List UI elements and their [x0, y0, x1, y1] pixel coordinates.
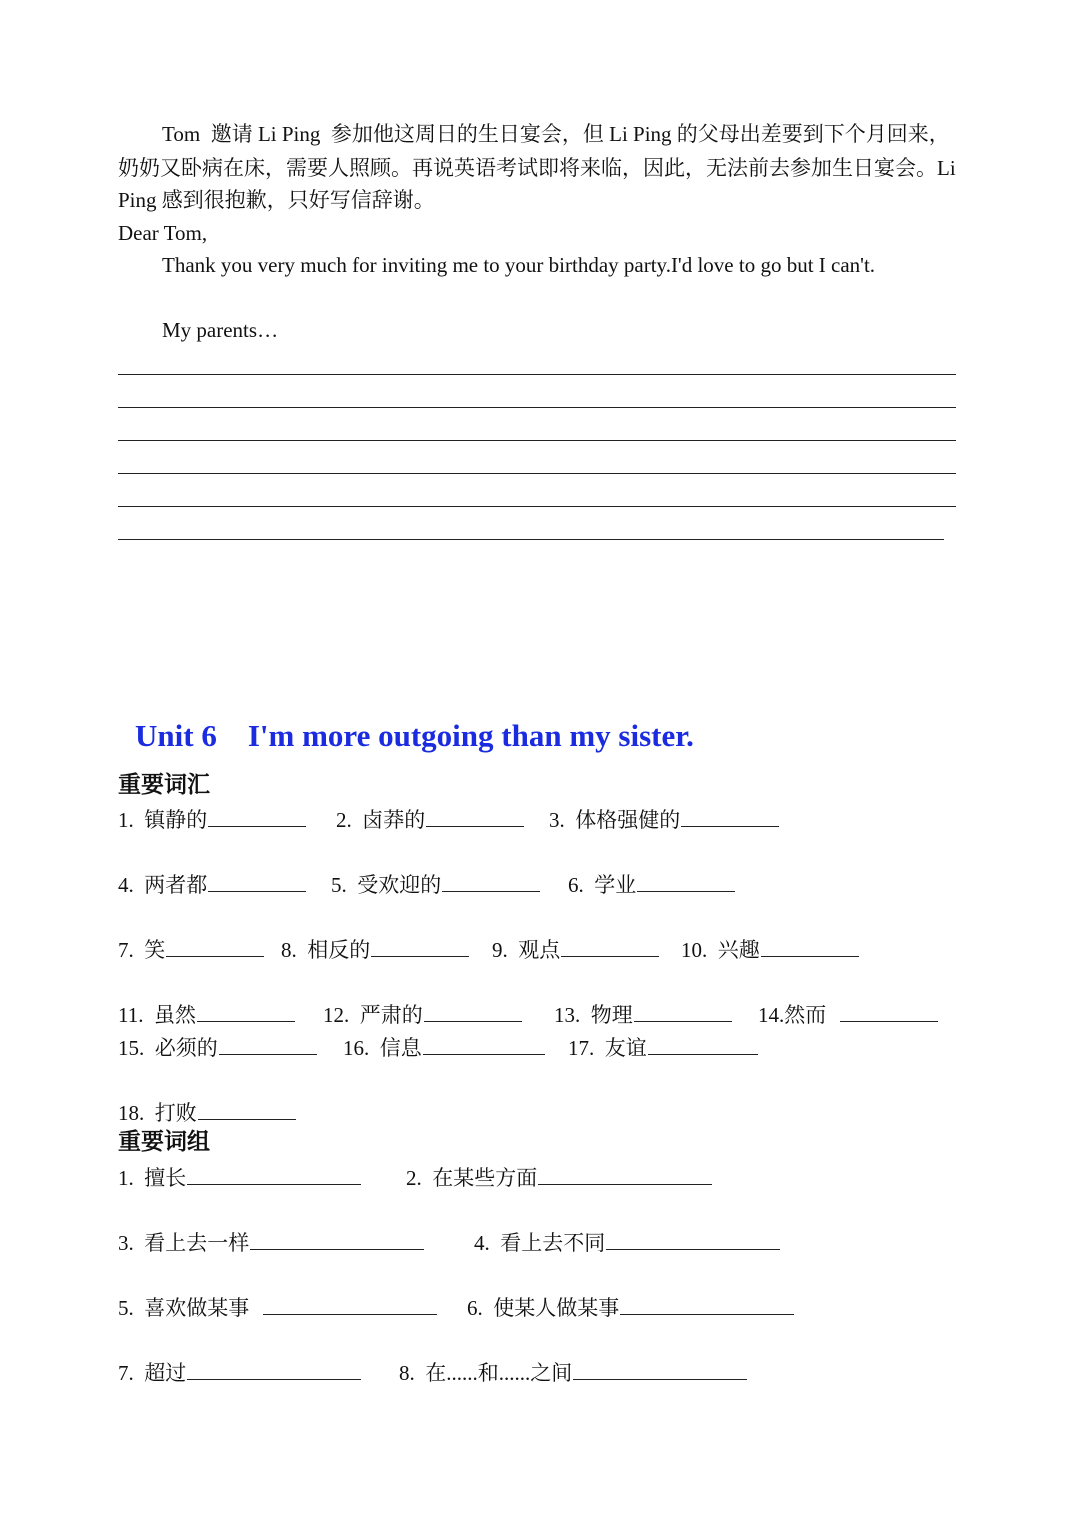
- vocab-blank[interactable]: [637, 869, 735, 892]
- vocab-blank[interactable]: [219, 1032, 317, 1055]
- answer-line[interactable]: [118, 440, 956, 441]
- phrases-heading: 重要词组: [118, 1129, 210, 1155]
- phrase-item: 8. 在......和......之间: [399, 1357, 747, 1387]
- letter-greeting: Dear Tom,: [118, 221, 208, 245]
- phrase-blank[interactable]: [620, 1292, 794, 1315]
- phrase-item: 1. 擅长: [118, 1162, 361, 1192]
- vocab-blank[interactable]: [426, 804, 524, 827]
- vocab-blank[interactable]: [681, 804, 779, 827]
- vocab-item: 16. 信息: [343, 1032, 545, 1062]
- answer-line[interactable]: [118, 407, 956, 408]
- vocab-blank[interactable]: [371, 934, 469, 957]
- phrase-blank[interactable]: [538, 1162, 712, 1185]
- vocab-item: 3. 体格强健的: [549, 804, 779, 834]
- vocab-item: 11. 虽然: [118, 999, 295, 1029]
- vocab-blank[interactable]: [424, 999, 522, 1022]
- unit-title: Unit 6 I'm more outgoing than my sister.: [135, 718, 694, 753]
- answer-line[interactable]: [118, 473, 956, 474]
- letter-continuation: My parents…: [162, 318, 279, 342]
- phrase-blank[interactable]: [263, 1292, 437, 1315]
- phrase-item: 3. 看上去一样: [118, 1227, 424, 1257]
- vocab-blank[interactable]: [166, 934, 264, 957]
- vocab-blank[interactable]: [761, 934, 859, 957]
- vocab-item: 5. 受欢迎的: [331, 869, 540, 899]
- vocab-blank[interactable]: [198, 1097, 296, 1120]
- phrase-item: 4. 看上去不同: [474, 1227, 780, 1257]
- vocab-item: 9. 观点: [492, 934, 659, 964]
- vocab-item: 6. 学业: [568, 869, 735, 899]
- answer-line[interactable]: [118, 539, 944, 540]
- vocab-blank[interactable]: [197, 999, 295, 1022]
- vocab-item: 17. 友谊: [568, 1032, 758, 1062]
- vocab-item: 12. 严肃的: [323, 999, 522, 1029]
- vocab-blank[interactable]: [423, 1032, 545, 1055]
- vocab-blank[interactable]: [208, 869, 306, 892]
- vocab-blank[interactable]: [840, 999, 938, 1022]
- phrase-item: 7. 超过: [118, 1357, 361, 1387]
- vocab-item: 18. 打败: [118, 1097, 296, 1127]
- vocab-item: 1. 镇静的: [118, 804, 306, 834]
- answer-line[interactable]: [118, 374, 956, 375]
- answer-line[interactable]: [118, 506, 956, 507]
- vocab-blank[interactable]: [561, 934, 659, 957]
- phrase-item: 6. 使某人做某事: [467, 1292, 794, 1322]
- vocab-item: 8. 相反的: [281, 934, 469, 964]
- vocab-item: 13. 物理: [554, 999, 732, 1029]
- vocab-blank[interactable]: [648, 1032, 758, 1055]
- prompt-line-2: 奶奶又卧病在床，需要人照顾。再说英语考试即将来临，因此，无法前去参加生日宴会。Li: [118, 156, 956, 180]
- vocab-blank[interactable]: [208, 804, 306, 827]
- vocab-item: 14.然而: [758, 999, 938, 1029]
- phrase-blank[interactable]: [606, 1227, 780, 1250]
- vocab-item: 10. 兴趣: [681, 934, 859, 964]
- vocab-item: 15. 必须的: [118, 1032, 317, 1062]
- vocab-blank[interactable]: [634, 999, 732, 1022]
- phrase-blank[interactable]: [573, 1357, 747, 1380]
- vocab-item: 2. 卤莽的: [336, 804, 524, 834]
- prompt-line-3: Ping 感到很抱歉，只好写信辞谢。: [118, 188, 435, 212]
- phrase-item: 5. 喜欢做某事: [118, 1292, 437, 1322]
- phrase-blank[interactable]: [250, 1227, 424, 1250]
- vocab-heading: 重要词汇: [118, 772, 210, 798]
- phrase-blank[interactable]: [187, 1357, 361, 1380]
- letter-opening: Thank you very much for inviting me to your birthday party.I'd love to go but I can't.: [162, 253, 876, 277]
- vocab-item: 4. 两者都: [118, 869, 306, 899]
- vocab-blank[interactable]: [442, 869, 540, 892]
- phrase-item: 2. 在某些方面: [406, 1162, 712, 1192]
- prompt-line-1: Tom 邀请 Li Ping 参加他这周日的生日宴会，但 Li Ping 的父母出差要到下个月回来，: [162, 122, 950, 146]
- phrase-blank[interactable]: [187, 1162, 361, 1185]
- vocab-item: 7. 笑: [118, 934, 264, 964]
